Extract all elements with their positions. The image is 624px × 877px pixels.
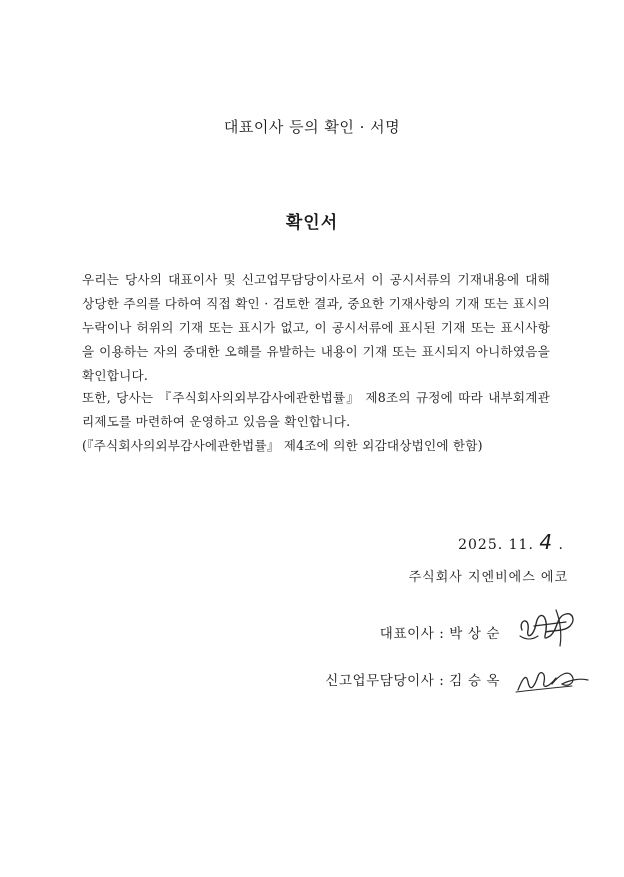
ceo-signatory: 대표이사 : 박 상 순 [379, 626, 500, 642]
section-heading: 대표이사 등의 확인 · 서명 [223, 118, 401, 136]
document-title: 확인서 [285, 213, 339, 233]
applicability-note: (『주식회사의외부감사에관한법률』 제4조에 의한 외감대상법인에 한함) [82, 438, 483, 453]
disclosure-officer-signature [512, 660, 592, 700]
disclosure-officer-signatory: 신고업무담당이사 : 김 승 옥 [325, 673, 500, 689]
date-year-month: 2025. 11. [458, 537, 534, 553]
company-name: 주식회사 지엔비에스 에코 [408, 570, 568, 585]
date-suffix: . [558, 537, 564, 553]
ceo-signature [516, 606, 582, 652]
internal-control-paragraph: 또한, 당사는 『주식회사의외부감사에관한법률』 제8조의 규정에 따라 내부회계관리제도를 마련하여 운영하고 있음을 확인합니다. [82, 390, 550, 429]
confirmation-paragraph: 우리는 당사의 대표이사 및 신고업무담당이사로서 이 공시서류의 기재내용에 대해 상당한 주의를 다하여 직접 확인 · 검토한 결과, 중요한 기재사항의 기재 또는 표시의 누락이나 허위의 기재 또는 표시가 없고, 이 공시서류에 표시된 기재 또는 표시사항을 이용하는 자의 중대한 오해를 유발하는 내용이 기재 또는 표시되지 아니하였음을 확인합니다. [82, 272, 550, 383]
signing-date [458, 530, 564, 554]
date-day-handwritten: 4 [539, 530, 554, 554]
